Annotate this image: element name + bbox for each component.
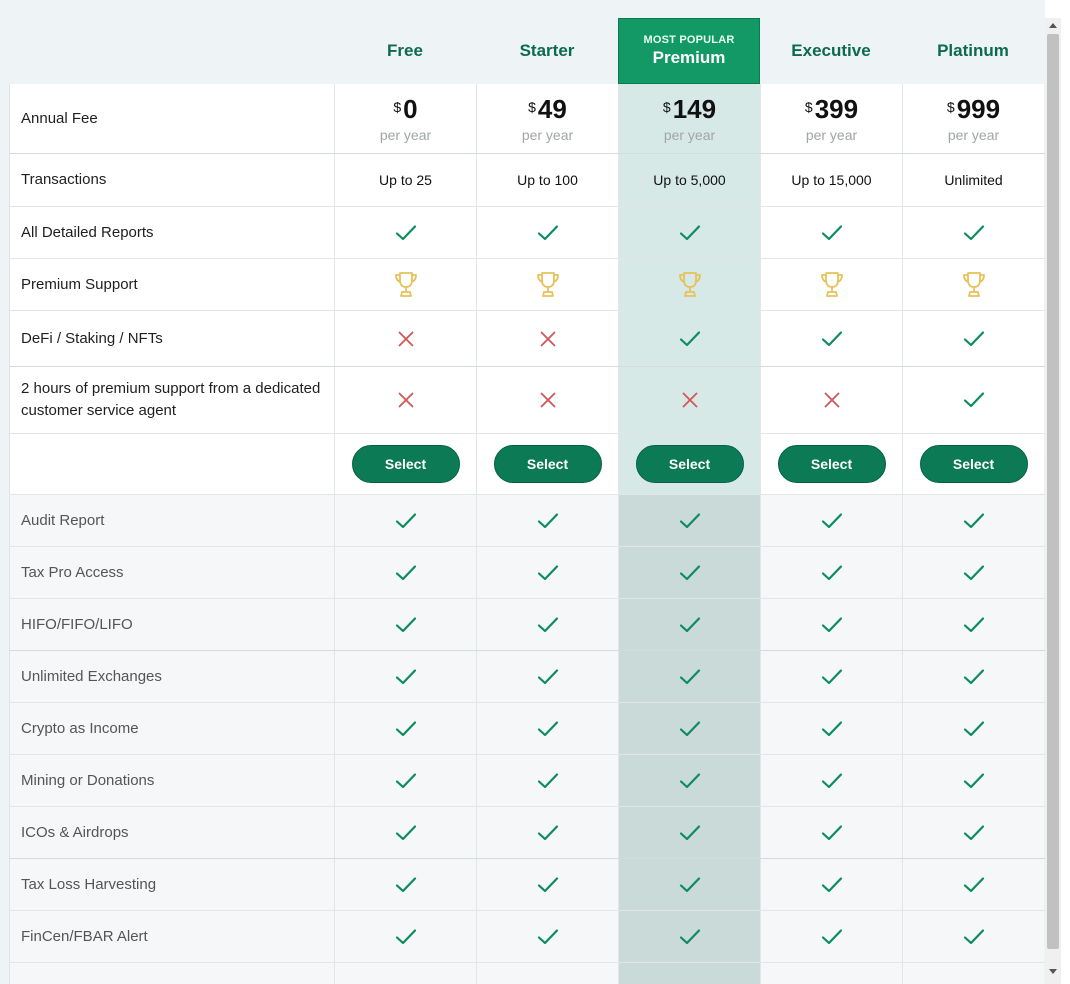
plan-cell (334, 434, 476, 494)
plan-cell (760, 911, 902, 962)
feature-label: Mining or Donations (9, 755, 334, 806)
check-icon (537, 564, 559, 582)
plan-cell (618, 599, 760, 650)
transactions-limit: Up to 100 (517, 172, 578, 188)
plan-cell (760, 434, 902, 494)
plan-cell (902, 311, 1044, 366)
check-icon (679, 772, 701, 790)
price (380, 95, 431, 143)
check-icon (679, 616, 701, 634)
price (522, 95, 573, 143)
plan-cell (618, 547, 760, 598)
currency-symbol: $ (662, 98, 671, 115)
table-row (9, 84, 1045, 154)
trophy-icon (393, 271, 419, 299)
plan-cell (902, 154, 1044, 206)
plan-cell (760, 599, 902, 650)
price-period: per year (947, 126, 1000, 143)
feature-label (9, 963, 334, 984)
check-icon (395, 564, 417, 582)
plan-cell (760, 84, 902, 153)
check-icon (679, 224, 701, 242)
table-row (9, 807, 1045, 859)
check-icon (963, 668, 985, 686)
plan-cell (902, 367, 1044, 433)
trophy-icon (961, 271, 987, 299)
check-icon (679, 668, 701, 686)
plan-cell (902, 495, 1044, 546)
check-icon (821, 668, 843, 686)
plan-cell (618, 84, 760, 153)
check-icon (821, 224, 843, 242)
check-icon (537, 772, 559, 790)
most-popular-badge: MOST POPULAR (643, 34, 735, 46)
plan-cell (760, 755, 902, 806)
check-icon (963, 772, 985, 790)
feature-label: Premium Support (9, 259, 334, 310)
plan-header-row (0, 0, 1045, 85)
plan-cell (902, 84, 1044, 153)
plan-cell (760, 807, 902, 858)
plan-head-starter (476, 18, 618, 84)
plan-cell (902, 547, 1044, 598)
plan-cell (618, 207, 760, 258)
price-period: per year (521, 126, 574, 143)
currency-symbol: $ (946, 98, 955, 115)
plan-cell (618, 154, 760, 206)
table-row (9, 599, 1045, 651)
plan-cell (334, 84, 476, 153)
scroll-up-arrow-icon[interactable] (1049, 23, 1057, 28)
check-icon (821, 876, 843, 894)
check-icon (395, 824, 417, 842)
check-icon (395, 616, 417, 634)
transactions-limit: Up to 5,000 (653, 172, 726, 188)
plan-cell (334, 963, 476, 984)
transactions-limit: Up to 25 (379, 172, 432, 188)
price-amount: 399 (814, 93, 859, 124)
plan-name: Premium (652, 48, 726, 67)
check-icon (537, 512, 559, 530)
plan-cell (334, 807, 476, 858)
check-icon (821, 330, 843, 348)
plan-cell (476, 207, 618, 258)
pricing-table (9, 84, 1045, 984)
plan-cell (334, 154, 476, 206)
table-row (9, 755, 1045, 807)
check-icon (679, 876, 701, 894)
feature-label: ICOs & Airdrops (9, 807, 334, 858)
check-icon (395, 668, 417, 686)
price (805, 95, 858, 143)
plan-cell (902, 859, 1044, 910)
check-icon (963, 824, 985, 842)
plan-cell (902, 207, 1044, 258)
check-icon (537, 668, 559, 686)
price-amount: 149 (672, 93, 717, 124)
check-icon (395, 772, 417, 790)
table-row (9, 154, 1045, 207)
price (947, 95, 1000, 143)
cross-icon (539, 391, 557, 409)
check-icon (537, 824, 559, 842)
plan-cell (476, 367, 618, 433)
plan-cell (760, 703, 902, 754)
plan-cell (476, 703, 618, 754)
check-icon (821, 616, 843, 634)
plan-head-free (334, 18, 476, 84)
currency-symbol: $ (528, 98, 536, 115)
feature-label: Transactions (9, 154, 334, 206)
feature-label: Tax Pro Access (9, 547, 334, 598)
feature-label: Audit Report (9, 495, 334, 546)
plan-cell (476, 859, 618, 910)
cross-icon (823, 391, 841, 409)
check-icon (963, 616, 985, 634)
plan-head-premium (618, 18, 760, 84)
plan-cell (476, 911, 618, 962)
select-plan-button[interactable]: Select (778, 445, 886, 483)
feature-label (9, 434, 334, 494)
plan-cell (476, 154, 618, 206)
feature-label: DeFi / Staking / NFTs (9, 311, 334, 366)
plan-cell (902, 911, 1044, 962)
plan-cell (760, 651, 902, 702)
check-icon (679, 824, 701, 842)
plan-cell (618, 311, 760, 366)
check-icon (679, 928, 701, 946)
check-icon (395, 512, 417, 530)
feature-label: HIFO/FIFO/LIFO (9, 599, 334, 650)
transactions-limit: Up to 15,000 (791, 172, 872, 188)
plan-head-platinum (902, 18, 1044, 84)
table-row (9, 651, 1045, 703)
scroll-down-arrow-icon[interactable] (1049, 969, 1057, 974)
feature-label: Unlimited Exchanges (9, 651, 334, 702)
check-icon (395, 224, 417, 242)
check-icon (679, 564, 701, 582)
price-period: per year (379, 126, 432, 143)
plan-cell (476, 755, 618, 806)
check-icon (821, 928, 843, 946)
check-icon (537, 616, 559, 634)
check-icon (963, 720, 985, 738)
table-row (9, 963, 1045, 984)
select-plan-button[interactable]: Select (494, 445, 602, 483)
plan-cell (476, 495, 618, 546)
plan-cell (476, 963, 618, 984)
plan-name: Starter (519, 41, 575, 60)
price-amount: 49 (537, 93, 567, 124)
plan-cell (334, 311, 476, 366)
feature-label: All Detailed Reports (9, 207, 334, 258)
check-icon (679, 720, 701, 738)
select-plan-button[interactable]: Select (636, 445, 744, 483)
currency-symbol: $ (393, 98, 402, 115)
select-plan-button[interactable]: Select (920, 445, 1028, 483)
feature-label: Crypto as Income (9, 703, 334, 754)
table-row (9, 311, 1045, 367)
plan-name: Platinum (937, 41, 1009, 60)
plan-cell (760, 259, 902, 310)
plan-cell (760, 311, 902, 366)
check-icon (679, 512, 701, 530)
plan-cell (618, 651, 760, 702)
price (663, 95, 716, 143)
price-period: per year (663, 126, 716, 143)
table-row (9, 259, 1045, 311)
check-icon (537, 224, 559, 242)
table-row (9, 434, 1045, 495)
plan-cell (902, 599, 1044, 650)
plan-cell (334, 703, 476, 754)
plan-cell (334, 547, 476, 598)
check-icon (537, 876, 559, 894)
plan-cell (760, 859, 902, 910)
plan-cell (902, 963, 1044, 984)
plan-cell (334, 599, 476, 650)
feature-label: Annual Fee (9, 84, 334, 153)
check-icon (821, 720, 843, 738)
plan-cell (760, 547, 902, 598)
check-icon (963, 224, 985, 242)
price-amount: 999 (956, 93, 1001, 124)
plan-cell (476, 84, 618, 153)
plan-cell (334, 207, 476, 258)
plan-cell (334, 859, 476, 910)
plan-cell (618, 911, 760, 962)
table-row (9, 367, 1045, 434)
check-icon (395, 928, 417, 946)
check-icon (963, 564, 985, 582)
plan-cell (476, 807, 618, 858)
plan-name: Executive (791, 41, 871, 60)
scrollbar-thumb[interactable] (1047, 34, 1059, 949)
check-icon (821, 824, 843, 842)
plan-cell (476, 259, 618, 310)
trophy-icon (677, 271, 703, 299)
plan-cell (476, 434, 618, 494)
plan-cell (334, 259, 476, 310)
check-icon (395, 720, 417, 738)
table-row (9, 207, 1045, 259)
plan-cell (476, 547, 618, 598)
plan-cell (618, 963, 760, 984)
table-row (9, 911, 1045, 963)
trophy-icon (535, 271, 561, 299)
check-icon (963, 928, 985, 946)
check-icon (963, 512, 985, 530)
plan-cell (618, 859, 760, 910)
plan-cell (334, 651, 476, 702)
table-row (9, 703, 1045, 755)
plan-cell (760, 207, 902, 258)
price-period: per year (805, 126, 858, 143)
feature-label: 2 hours of premium support from a dedicated customer service agent (9, 367, 334, 433)
plan-cell (618, 495, 760, 546)
currency-symbol: $ (804, 98, 813, 115)
select-plan-button[interactable]: Select (352, 445, 460, 483)
plan-head-executive (760, 18, 902, 84)
plan-cell (334, 755, 476, 806)
feature-label: Tax Loss Harvesting (9, 859, 334, 910)
plan-cell (902, 703, 1044, 754)
table-row (9, 495, 1045, 547)
feature-label: FinCen/FBAR Alert (9, 911, 334, 962)
cross-icon (539, 330, 557, 348)
plan-cell (476, 651, 618, 702)
plan-cell (760, 367, 902, 433)
plan-cell (618, 807, 760, 858)
cross-icon (681, 391, 699, 409)
check-icon (963, 330, 985, 348)
plan-name: Free (387, 41, 423, 60)
plan-cell (760, 495, 902, 546)
plan-cell (476, 311, 618, 366)
check-icon (821, 512, 843, 530)
plan-cell (334, 495, 476, 546)
plan-cell (618, 367, 760, 433)
plan-cell (618, 259, 760, 310)
vertical-scrollbar[interactable] (1045, 18, 1061, 984)
check-icon (679, 330, 701, 348)
cross-icon (397, 330, 415, 348)
table-row (9, 547, 1045, 599)
plan-cell (618, 434, 760, 494)
check-icon (821, 564, 843, 582)
plan-cell (902, 651, 1044, 702)
trophy-icon (819, 271, 845, 299)
check-icon (537, 928, 559, 946)
plan-cell (760, 963, 902, 984)
check-icon (963, 391, 985, 409)
transactions-limit: Unlimited (944, 172, 1003, 188)
check-icon (963, 876, 985, 894)
plan-cell (334, 911, 476, 962)
plan-cell (618, 703, 760, 754)
table-row (9, 859, 1045, 911)
plan-cell (902, 259, 1044, 310)
check-icon (821, 772, 843, 790)
plan-cell (902, 434, 1044, 494)
check-icon (395, 876, 417, 894)
plan-cell (334, 367, 476, 433)
price-amount: 0 (403, 93, 418, 124)
plan-cell (476, 599, 618, 650)
plan-cell (902, 755, 1044, 806)
cross-icon (397, 391, 415, 409)
check-icon (537, 720, 559, 738)
plan-cell (760, 154, 902, 206)
plan-cell (618, 755, 760, 806)
plan-cell (902, 807, 1044, 858)
